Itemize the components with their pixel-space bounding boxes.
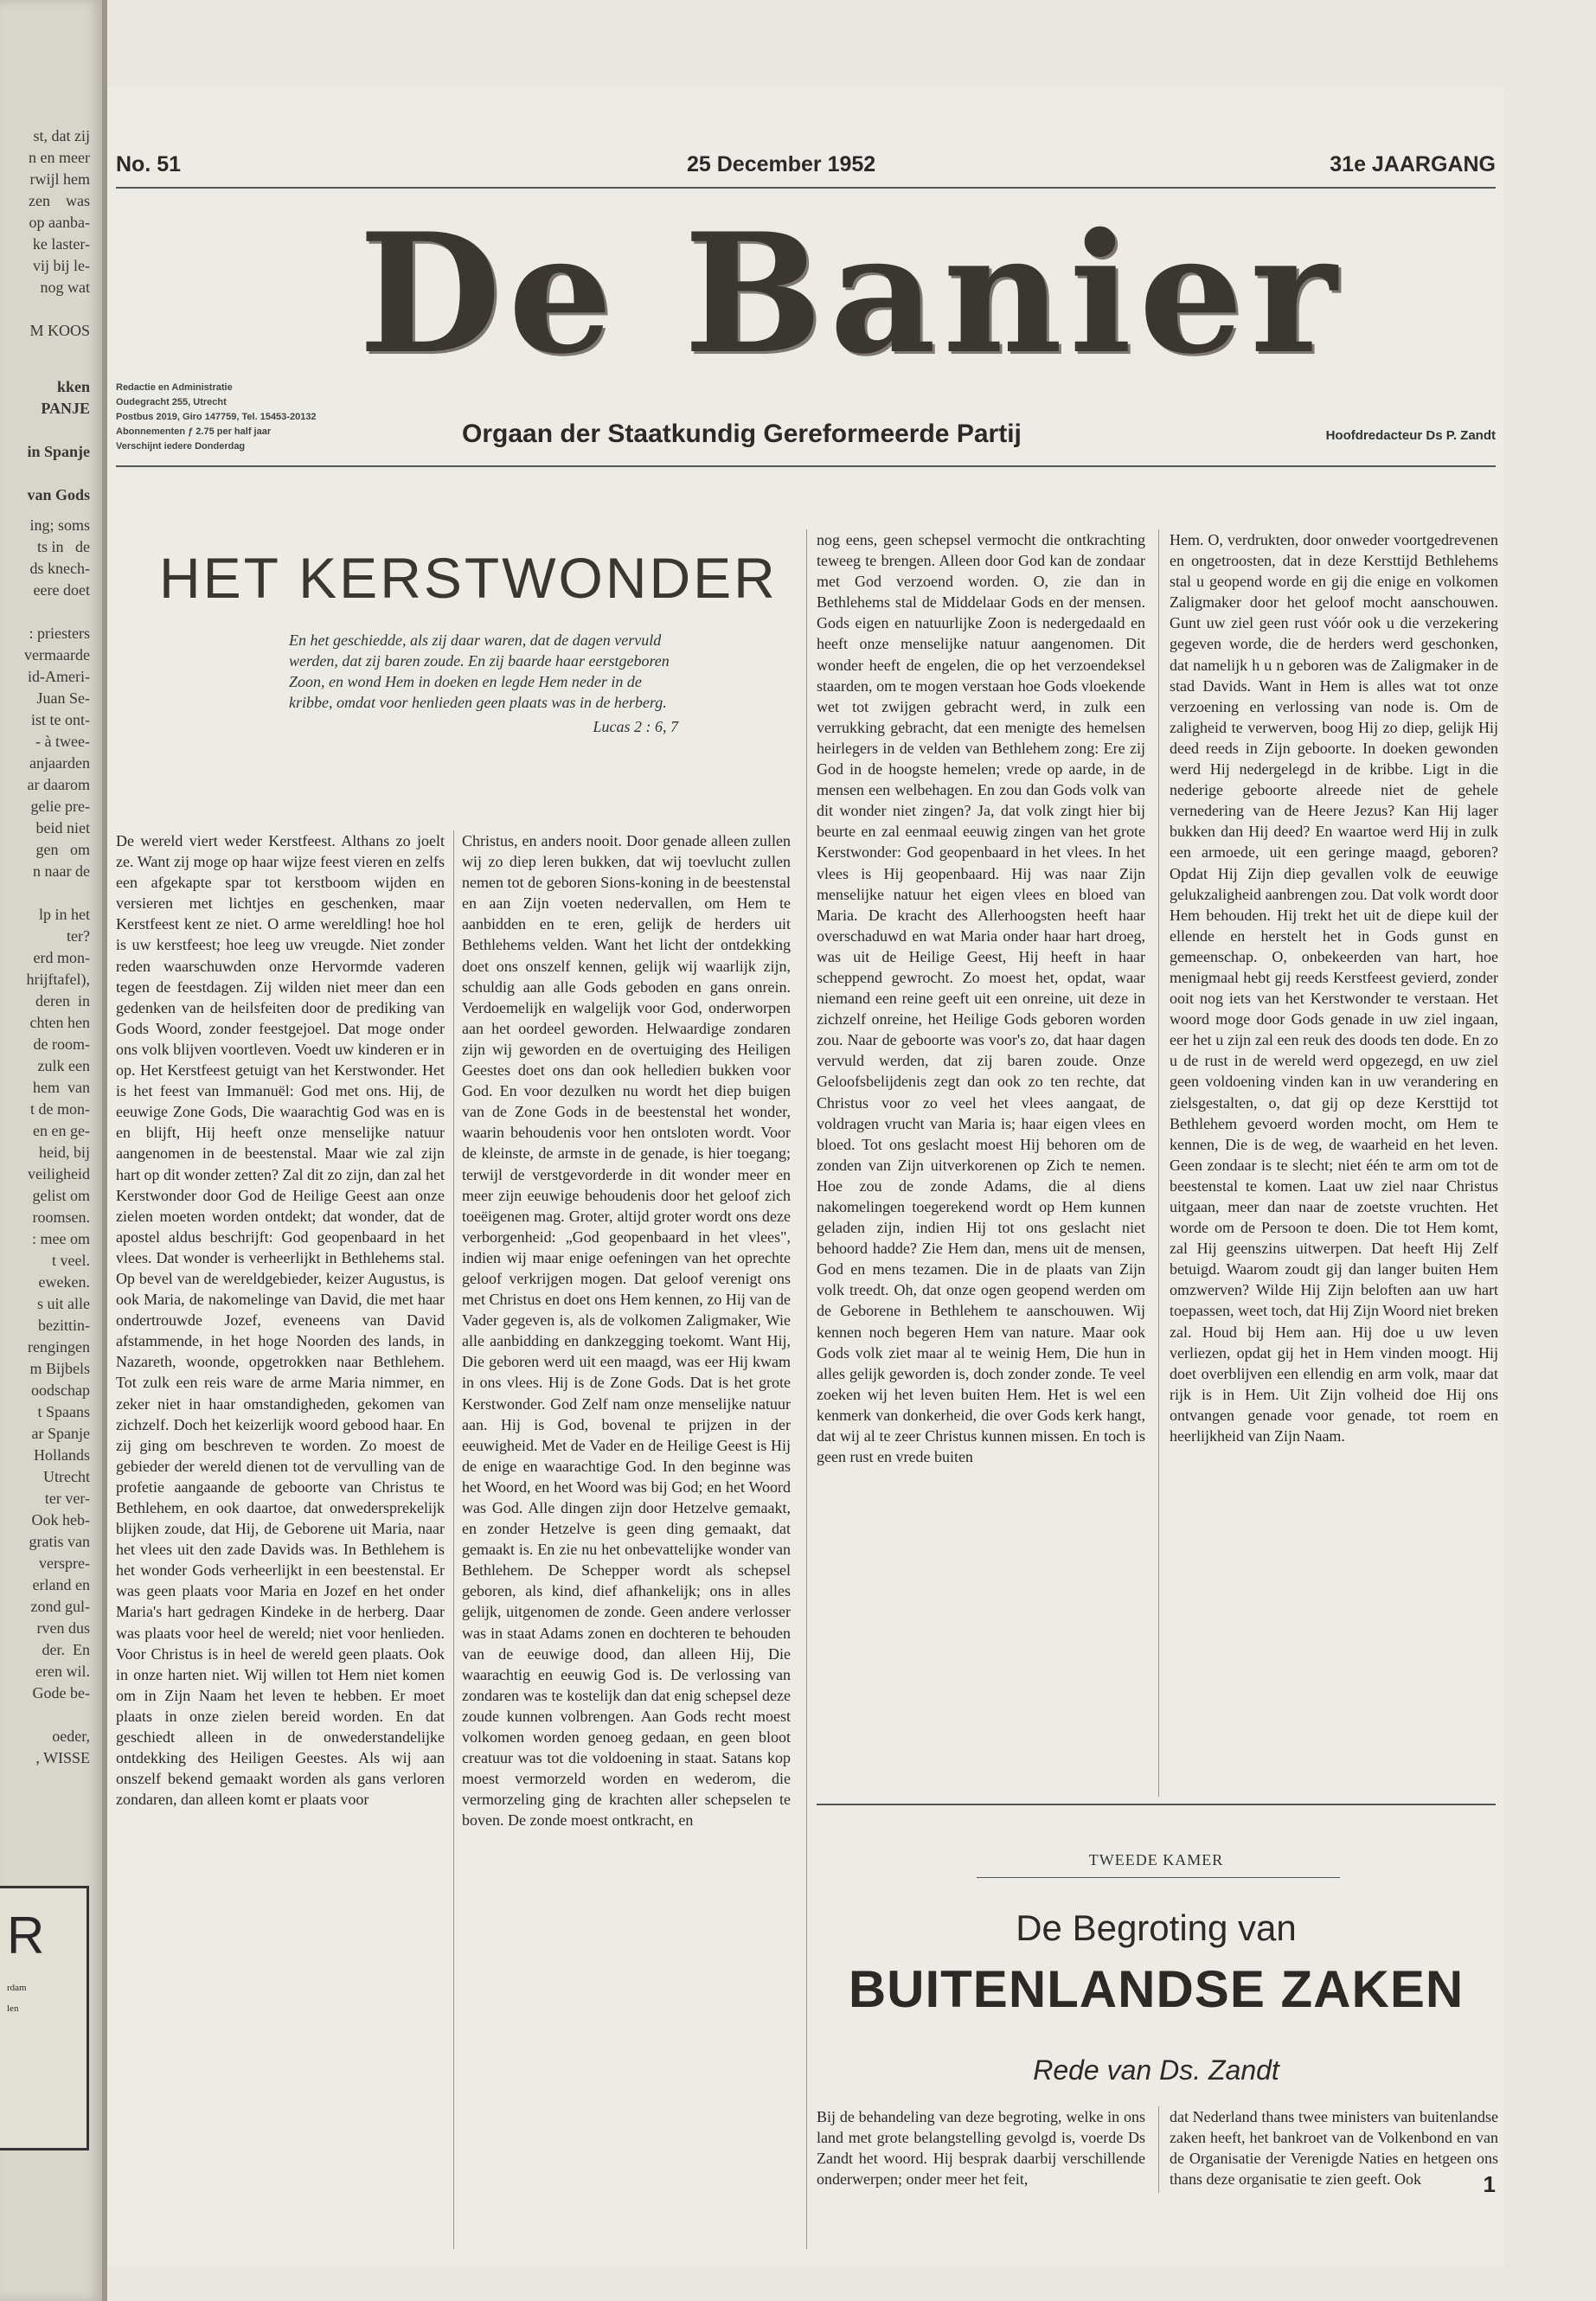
- column-text: Christus, en anders nooit. Door genade alleen zullen wij zo diep leren bukken, dat wij toevlucht zullen nemen tot de geboren Sions-koning in de beestenstal en aan Zijn voeten nedervallen, om Hem te aanbidden en te eren, gelijk de herders uit Bethlehems velden. Want het licht der ontdekking doet ons onszelf kennen, gelijk wij waarlijk zijn, schuldig aan alle Gods geboden en gans onrein. Verdoemelijk en walgelijk voor God, onderworpen aan het oordeel geworden. Helwaardige zondaren zijn wij geworden en de overtuiging des Heiligen Geestes doet ons dan ook helledieп bukken voor God. En voor dezulken nu wordt het diep buigen van de Zone Gods in de beestenstal het wonder, waarin behoudenis voor hen ontsloten wordt. Voor de kleinste, de armste in de genade, is hier toegang; terwijl de verstgevorderde in dit wonder meer en meer zijn eeuwige behoudenis door het geloof zich toeëigenen mag. Groter, altijd groter wordt ons deze verborgenheid: „God geopenbaard in het vlees", indien wij maar enige oefeningen van het oprechte geloof verkrijgen mogen. Dat geloof verenigt ons met Christus en doet ons Hem kennen, zo Hij van de Vader gegeven is, als de volkomen Zaligmaker, Wie alle aanbidding en dankzegging toekomt. Want Hij, Die geboren werd uit een maagd, was eer Hij kwam in ons vlees. Hij is de Zone Gods. Dat is het grote Kerstwonder. God Zelf nam onze menselijke natuur aan. Hij is God, bovenal te prijzen in der eeuwigheid. Met de Vader en de Heilige Geest is Hij de enige en waarachtige God. In den beginne was het Woord, en het Woord was bij God; en het Woord was God. Alle dingen zijn door Hetzelve gemaakt, en zonder Hetzelve is geen ding gemaakt, dat gemaakt is. En zie nu het onbevattelijke wonder van Bethlehem. De Schepper wordt als schepsel geboren, als kind, dief afhankelijk; ons in alles gelijk, uitgenomen de zonde. Geen andere verlosser was in staat Adams zonen en dochteren te behouden van de eeuwige dood, dan alleen Hij, Die waarachtig en eeuwig God is. De verlossing van zondaren was te kostelijk dan dat enig schepsel deze zoude kunnen volbrengen. Aan Gods recht moest volkomen worden genoeg gedaan, en geen bloot creatuur was tot die voldoening in staat. Satans kop moest vermorzeld worden en wederom, die vermorzeling ging de krachten aller schepselen te boven. De zonde moest ontkracht, en: [462, 832, 791, 1830]
- admin-line: Verschijnt iedere Donderdag: [116, 441, 246, 452]
- second-article-title-line2: BUITENLANDSE ZAKEN: [848, 1960, 1465, 2018]
- article-column-3: [817, 529, 1145, 1797]
- previous-page-text-low: ing; soms ts in de ds knech- eere doet : priesters vermaarde id-Ameri- Juan Se- ist te ont- - à twee- anjaarden ar daarom gelie pre- beid niet gen om n naar de lp in het ter? erd mon- hrijftafel), deren in chten hen de room- zulk een hem van t de mon- en en ge- heid, bij veiligheid gelist om roomsen. : mee om t veel. eweken. s uit alle bezittin- rengingen m Bijbels oodschap t Spaans ar Spanje Hollands Utrecht ter ver- Ook heb- gratis van verspre- erland en zond gul- rven dus der. En eren wil. Gode be- oeder, , WISSE: [24, 516, 90, 1766]
- admin-line: Redactie en Administratie: [116, 382, 233, 393]
- column-divider: [1158, 529, 1159, 1797]
- second-article-column-1: [817, 2106, 1145, 2193]
- issue-number: No. 51: [116, 152, 182, 176]
- admin-line: Oudegracht 255, Utrecht: [116, 397, 227, 407]
- newspaper-page: [107, 87, 1504, 2266]
- column-text: De wereld viert weder Kerstfeest. Althans zo joelt ze. Want zij moge op haar wijze feest vieren en zelfs een afgekapte spar tot kerstboom wijden en versieren met lichtjes en geschenken, maar Kerstfeest kent ze niet. O arme wereldling! hoe hol is uw kerstfeest; hoe leeg uw vreugde. Niet zonder reden waarschuwden onze Hervormde vaderen tegen de feestdagen. Zij wilden niet meer dan een gedenken van de heilsfeiten door de prediking van Gods Woord, zonder feestgejoel. Dat moge onder ons volk blijven voortleven. Voedt uw kinderen er in op. Het Kerstfeest getuigt van het Kerstwonder. Het is het feest van Immanuël: God met ons. Hij, de eeuwige Zone Gods, Die waarachtig God was en is en blijft, Hij heeft onze menselijke natuur aangenomen in de beestenstal. Maar wie zal zijn hart op dit wonder zetten? Zal dit zo zijn, dan zal het Kerstwonder door God de Heilige Geest aan onze zielen moeten worden ontdekt; dat wonder, dat de apostel aldus beschrijft: God geopenbaard in het vlees. Dat wonder is verheerlijkt in Bethlehems stal. Op bevel van de wereldgebieder, keizer Augustus, is ook Maria, de nakomelinge van David, die met haar ondertrouwde Jozef, eveneens van David afstammende, in het hoge Noorden des lands, in Nazareth, woonde, opgetrokken naar Bethlehem. Tot zulk een reis ware de arme Maria nimmer, en zeker niet in haar omstandigheden, gekomen van zichzelf. Doch het keizerlijk woord gebood haar. En zij ging om beschreven te worden. Zo moest de gebieder der wereld dienen tot de vervulling van de profetie aangaande de geboorte van Christus te Bethlehem, en ook daartoe, dat onwedersprekelijk blijken zoude, dat Hij, de Geborene uit Maria, naar het vlees uit den zade Davids was. In Bethlehem is het wonder Gods verheerlijkt in een beestenstal. Er was geen plaats voor Maria en Jozef en het onder Maria's hart gedragen Kindeke in de herberg. Daar was plaats voor heel de wereld; niet voor henlieden. Voor Christus is in heel de wereld geen plaats. Ook in onze harten niet. Wij willen tot Hem niet komen om in Zijn Naam het leven te hebben. Er moet plaats in onze zielen bereid worden. En dat geschiedt alleen in de onwederstandelijke ontdekking des Heiligen Geestes. Als wij aan onszelf bekend gemaakt worden als gans verloren zondaren, dan alleen komt er plaats voor: [116, 832, 445, 1809]
- issue-date: 25 December 1952: [687, 152, 876, 176]
- newspaper-subtitle: Orgaan der Staatkundig Gereformeerde Partij: [462, 420, 1022, 448]
- masthead-top-line: [116, 152, 1496, 189]
- admin-line: Postbus 2019, Giro 147759, Tel. 15453-20132: [116, 412, 317, 422]
- previous-page-text-top: st, dat zij n en meer rwijl hem zen was op aanba- ke laster- vij bij le- nog wat M KOOS: [29, 127, 90, 339]
- article-column-2: [462, 830, 791, 2249]
- second-article-byline: Rede van Ds. Zandt: [1033, 2054, 1279, 2086]
- masthead-divider: [116, 465, 1496, 467]
- article-column-1: [116, 830, 445, 2249]
- article-epigraph: [289, 630, 678, 737]
- administration-info: [116, 381, 410, 454]
- column-text: nog eens, geen schepsel vermocht die ontkrachting teweeg te brengen. Alleen door God kan de zondaar met God verzoend worden. O, zie dan in Bethlehems stal de Middelaar Gods en der mensen. Gods eigen en natuurlijke Zoon is nedergedaald en heeft onze menselijke natuur aangenomen. Dit wonder heeft de engelen, die op het verzoendeksel staarden, om te mogen verstaan hoe Gods vloekende wet tot zwijgen gebracht werd, in zulk een verrukking gebracht, dat een menigte des hemelsen heirlegers in de velden van Bethlehem zong: Ere zij God in de hoogste hemelen; vrede op aarde, in de mensen een welbehagen. En zou dan Gods volk van dit wonder niet zingen? Ja, dat volk zingt hier bij beurte en zal eenmaal eeuwig zingen van het grote Kerstwonder: God geopenbaard in het vlees. In het vlees is Hij geopenbaard. Hij was naar Zijn menselijke natuur het eigen vlees en bloed van Maria. De kracht des Allerhoogsten heeft haar overschaduwd en wat Maria onder haar hart droeg, was uit de Heilige Geest, Hij heeft in haar scheppend gewrocht. Zo moest het, opdat, waar niemand een reine geeft uit een onreine, uit deze in zichzelf onreine, het Heilige Gods geboren worden zou. Naar de geboorte was voor's zo, dat haar dagen vervuld werden, dat zij baren zoude. Onze Geloofsbelijdenis zegt dan ook zo ten rechte, dat Christus voor zo veel het vlees aangaat, de voldragen vrucht van Maria is; haar eigen vlees en bloed. Tot ons geslacht moest Hij behoren om de zonden van Zijn uitverkorenen op Zich te nemen. Hoe zou de zonde Adams, die al diens nakomelingen toegerekend wordt op Hem kunnen geladen zijn, indien Hij tot ons geslacht niet behoord hadde? Zie Hem dan, mens uit de mensen, God en mens tezamen. Die in de plaats van Zijn volk treedt. Oh, dat onze ogen geopend werden om de Geborene in Bethlehem te aanschouwen. Wij kennen noch begeren Hem van nature. Maar ook Gods volk ziet maar al te weinig Hem, Die hun in alles gelijk geworden is, doch zonder zonde. Te veel zoeken wij het leven buiten Hem. Het is wel een kenmerk van donkerheid, die over Gods kerk hangt, dat wij al te zeer Christus kunnen missen. En toch is geen rust en vrede buiten: [817, 531, 1145, 1466]
- previous-page-text-mid: kken PANJE in Spanje van Gods: [27, 378, 90, 503]
- epigraph-text: En het geschiedde, als zij daar waren, dat de dagen vervuld werden, dat zij baren zoude. En zij baarde haar eerstgeboren Zoon, en wond Hem in doeken en legde Hem neder in de kribbe, omdat voor henlieden geen plaats was in de herberg.: [289, 631, 670, 711]
- second-article-column-2: [1170, 2106, 1498, 2193]
- column-divider: [453, 830, 454, 2249]
- volume: 31e JAARGANG: [1330, 152, 1496, 176]
- page-number: 1: [1483, 2171, 1496, 2197]
- previous-page-ad: [0, 1886, 89, 2150]
- column-divider: [1158, 2106, 1159, 2193]
- ad-letter: R: [7, 1907, 45, 1965]
- section-label: TWEEDE KAMER: [1088, 1851, 1224, 1868]
- admin-line: Abonnementen ƒ 2.75 per half jaar: [116, 426, 272, 437]
- ad-text: rdam len: [7, 1983, 27, 2014]
- article-headline: HET KERSTWONDER: [159, 546, 778, 610]
- section-label-underline: [977, 1877, 1340, 1878]
- newspaper-title: De Banier: [358, 197, 1344, 390]
- column-text: Hem. O, verdrukten, door onweder voortgedrevenen en ongetroosten, dat in deze Kersttijd Bethlehems stal u geopend worde en gij die enige en volkomen Zaligmaker door het geloof mocht aanschouwen. Gunt uw ziel geen rust vóór ook u die verzekering gegeven worde, die de herders werd geschonken, dat namelijk h u n geboren was de Zaligmaker in de stad Davids. Want in Hem is alles wat tot onze verzoening en verlossing van node is. Om de zaligheid te verwerven, boog Hij zo diep, gelijk Hij deed reeds in Zijn geboorte. In doeken gewonden werd Hij nedergelegd in de kribbe. Ligt in die nederige geboorte alreede niet de gehele vernedering van de Heere Jezus? Kan Hij lager bukken dan Hij deed? En waartoe werd Hij in zulk een armoede, uit een geringe maagd, geboren? Opdat Hij Zijn diep gevallen volk de eeuwige gelukzaligheid aanbrengen zou. Dat volk wordt door Hem behouden. Hij trekt het uit de diepe kuil der ellende en herstelt het in Gods gunst en gemeenschap. O, onbekeerden van hart, hoe menigmaal hebt gij reeds Kerstfeest gevierd, zonder ooit nog iets van het Kerstwonder te verstaan. Het woord moge door Gods genade in uw ziel ingaan, eer het u zijn zal een reuk des doods ten dode. En zo u de rust in de wereld werd opgezegd, en uw ziel geen voldoening vinden kan in uw verandering en zielsgestalten, o, dat gij op deze Kersttijd tot Bethlehem gevoerd worden mocht, om Hem te kennen, Die is de weg, de waarheid en het leven. Geen zondaar is te slecht; niet één te arm om tot de beestenstal te komen. Laat uw ziel naar Christus uitgaan, meer dan naar de zoetste vruchten. Het worde om de Persoon te doen. Die tot Hem komt, zal Hij geenszins uitwerpen. Dat heeft Hij Zelf betuigd. Waarom zoudt gij dan langer buiten Hem omzwerven? Wilde Hij Zijn beloften aan uw hart toepassen, weet toch, dat Hij Zijn Woord niet breken zal. Houd bij Hem aan. Hij doe u uw leven verliezen, opdat gij het in Hem vinden moogt. Hij doet overblijven een ellendig en arm volk, maar dat rijk is in Hem. Uit Zijn volheid doe Hij ons ontvangen genade voor genade, tot roem en heerlijkheid van Zijn Naam.: [1170, 531, 1498, 1445]
- column-divider: [806, 529, 807, 2249]
- column-text: dat Nederland thans twee ministers van buitenlandse zaken heeft, het bankroet van de Volkenbond en van de Organisatie der Verenigde Naties en hetgeen ons thans deze organisatie te zien geeft. Ook: [1170, 2108, 1498, 2189]
- section-divider: [817, 1804, 1496, 1805]
- epigraph-reference: Lucas 2 : 6, 7: [593, 718, 678, 735]
- column-text: Bij de behandeling van deze begroting, welke in ons land met grote belangstelling gevolgd is, voerde Ds Zandt het woord. Hij besprak daarbij verschillende onderwerpen; onder meer het feit,: [817, 2108, 1145, 2189]
- article-column-4: [1170, 529, 1498, 1797]
- editor-credit: Hoofdredacteur Ds P. Zandt: [1325, 428, 1496, 443]
- second-article-title-line1: De Begroting van: [1016, 1907, 1297, 1948]
